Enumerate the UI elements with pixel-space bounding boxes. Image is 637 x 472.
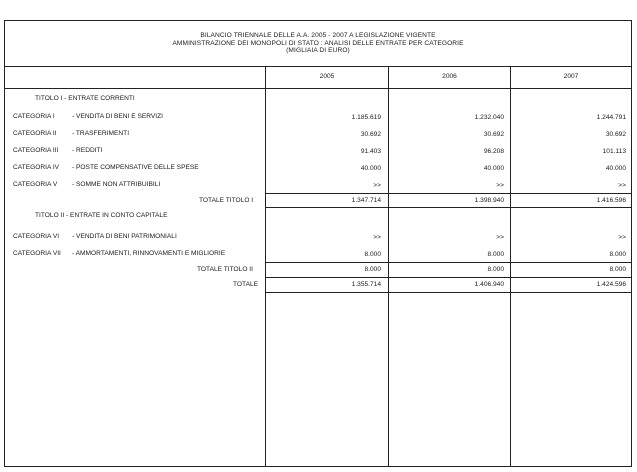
value-2005: 91.403 xyxy=(360,148,381,155)
value-2006: 96.208 xyxy=(483,148,504,155)
value-2007: 40.000 xyxy=(605,165,626,172)
value-2005: >> xyxy=(373,182,381,189)
value-2005: 40.000 xyxy=(360,165,381,172)
category-description: - REDDITI xyxy=(72,147,103,154)
total-row-border xyxy=(266,207,631,208)
header-subtitle: AMMINISTRAZIONE DEI MONOPOLI DI STATO : ANALISI DELLE ENTRATE PER CATEGORIE xyxy=(172,39,464,47)
category-description: - VENDITA DI BENI PATRIMONIALI xyxy=(72,233,177,240)
year-2006-header: 2006 xyxy=(442,73,457,80)
category-label: CATEGORIA VI xyxy=(13,233,60,240)
category-description: - AMMORTAMENTI, RINNOVAMENTI E MIGLIORIE xyxy=(72,250,226,257)
value-2005: 30.692 xyxy=(360,131,381,138)
total-titolo-2-label: TOTALE TITOLO II xyxy=(197,266,253,273)
total-2006: 1.398.940 xyxy=(474,197,504,204)
section-heading-titolo-2: TITOLO II - ENTRATE IN CONTO CAPITALE xyxy=(35,212,168,219)
value-2005: 1.185.619 xyxy=(351,114,381,121)
year-2005-header: 2005 xyxy=(319,73,335,80)
value-2007: 101.113 xyxy=(602,148,626,155)
grand-total-label: TOTALE xyxy=(233,281,259,288)
total-2006: 8.000 xyxy=(487,266,504,273)
header-title: BILANCIO TRIENNALE DELLE A.A. 2005 - 2007 A LEGISLAZIONE VIGENTE xyxy=(200,32,436,39)
value-2006: >> xyxy=(496,182,504,189)
total-titolo-1-label: TOTALE TITOLO I xyxy=(199,197,254,204)
category-label: CATEGORIA V xyxy=(13,181,58,188)
value-2005: 8.000 xyxy=(364,251,381,258)
value-2006: 8.000 xyxy=(487,251,504,258)
total-row-border xyxy=(266,262,631,263)
section-heading-titolo-1: TITOLO I - ENTRATE CORRENTI xyxy=(35,95,135,102)
category-description: - VENDITA DI BENI E SERVIZI xyxy=(72,113,163,120)
category-label: CATEGORIA IV xyxy=(13,164,60,171)
value-2006: 40.000 xyxy=(483,165,504,172)
value-2007: >> xyxy=(618,234,626,241)
total-2005: 1.347.714 xyxy=(351,197,381,204)
value-2007: >> xyxy=(618,182,626,189)
total-2005: 8.000 xyxy=(364,266,381,273)
header-unit: (MIGLIAIA DI EURO) xyxy=(286,47,350,55)
category-description: - TRASFERIMENTI xyxy=(72,130,130,137)
value-2005: >> xyxy=(373,234,381,241)
total-2007: 1.416.596 xyxy=(596,197,626,204)
grand-total-border xyxy=(266,292,631,293)
category-description: - SOMME NON ATTRIBUIBILI xyxy=(72,181,161,188)
category-label: CATEGORIA III xyxy=(13,147,59,154)
value-2007: 1.244.791 xyxy=(596,114,626,121)
year-2007-header: 2007 xyxy=(563,73,579,80)
grand-total-2005: 1.355.714 xyxy=(351,281,381,288)
total-2007: 8.000 xyxy=(609,266,626,273)
total-row-border xyxy=(266,193,631,194)
total-row-border xyxy=(266,277,631,278)
category-description: - POSTE COMPENSATIVE DELLE SPESE xyxy=(72,164,199,171)
header-row-divider xyxy=(5,88,631,89)
value-2007: 8.000 xyxy=(609,251,626,258)
category-label: CATEGORIA I xyxy=(13,113,55,120)
grand-total-2007: 1.424.596 xyxy=(596,281,626,288)
value-2007: 30.692 xyxy=(605,131,626,138)
budget-table xyxy=(4,20,632,467)
value-2006: 30.692 xyxy=(483,131,504,138)
category-label: CATEGORIA VII xyxy=(13,250,61,257)
table-header xyxy=(5,21,631,67)
value-2006: >> xyxy=(496,234,504,241)
value-2006: 1.232.040 xyxy=(474,114,504,121)
grand-total-2006: 1.406.940 xyxy=(474,281,504,288)
category-label: CATEGORIA II xyxy=(13,130,57,137)
